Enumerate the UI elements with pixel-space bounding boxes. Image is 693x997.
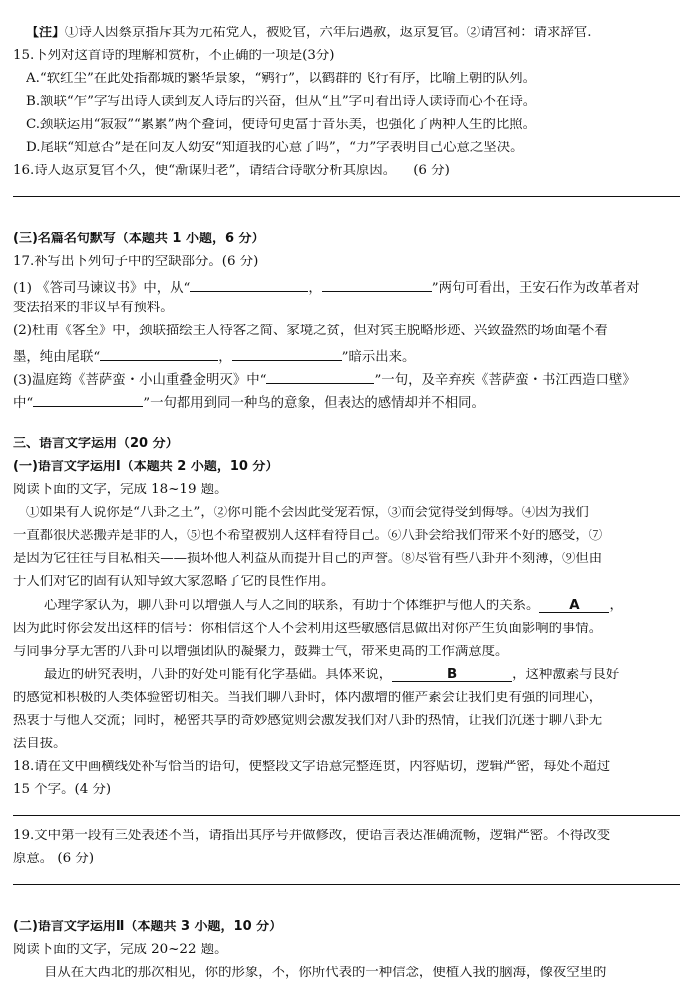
- q17-sentence-2-cont: [13, 347, 681, 364]
- passage-p3-line: 的感觉和积极的人类体验密切相关。当我们聊八卦时，体内激增的催产素会让我们更有强的同理心，: [13, 691, 603, 705]
- passage-p1-line: ①如果有人说你是“八卦之王”，②你可能不会因此受宠若惊，③而会觉得受到侮辱。④因为我们: [26, 506, 589, 520]
- passage-p1-line: 是因为它往往与自私相关——损坏他人利益从而提升自己的声誉。⑧尽管有些八卦并不刻薄，⑨但由: [13, 552, 603, 566]
- q16-question: [13, 164, 681, 177]
- q17-stem: 17.补写出下列句子中的空缺部分。(6 分): [13, 255, 259, 269]
- section-c-heading: (三)名篇名句默写（本题共 1 小题，6 分）: [13, 232, 265, 245]
- q15-option-c: C.颈联运用“寂寂”“累累”两个叠词，使诗句更富于音乐美，也强化了两种人生的比照。: [26, 118, 537, 132]
- passage-p3-line: 热衷于与他人交流；同时，秘密共享的奇妙感觉则会激发我们对八卦的热情，让我们沉迷于聊八卦无: [13, 714, 603, 728]
- passage-p3-text: 最近的研究表明，八卦的好处可能有化学基础。具体来说，: [44, 668, 393, 682]
- q17-sentence-3-cont: [13, 393, 681, 410]
- q17-s2-text: 墨，纯由尾联“: [13, 350, 101, 365]
- q17-s3d-text: ”一句都用到同一种鸟的意象，但表达的感情却并不相同。: [143, 396, 485, 411]
- passage-p1-line: 一直都很厌恶搬弄是非的人，⑤也不希望被别人这样看待自己。⑥八卦会给我们带来不好的感受，⑦: [13, 529, 603, 543]
- q17-s2-text-end: ”暗示出来。: [341, 350, 416, 365]
- q17-s3c-text: 中“: [13, 396, 34, 411]
- answer-line: [13, 884, 680, 885]
- answer-line: [13, 815, 680, 816]
- q19-question-cont: 原意。 (6 分): [13, 852, 95, 866]
- q15-option-b: B.颔联“乍”字写出诗人读到友人诗后的兴奋，但从“且”字可看出诗人读诗而心不在诗。: [26, 95, 537, 109]
- note-prefix: 【注】: [26, 26, 66, 40]
- q17-sentence-3: [13, 370, 681, 387]
- q18-question: 18.请在文中画横线处补写恰当的语句，使整段文字语意完整连贯，内容贴切，逻辑严密，每处不超过: [13, 760, 611, 774]
- q17-s2-comma: ，: [218, 350, 232, 365]
- q15-option-a: A.“软红尘”在此处指都城的繁华景象，“鹓行”，以鹤群的飞行有序，比喻上朝的队列。: [26, 72, 536, 86]
- passage-p4-line: 自从在大西北的那次相见，你的形象，不，你所代表的一种信念，便植入我的脑海，像夜空里的: [44, 966, 607, 980]
- fill-blank[interactable]: [322, 278, 432, 292]
- q16-text: 16.诗人返京复官不久，便“渐谋归老”，请结合诗歌分析其原因。: [13, 164, 397, 178]
- blank-a[interactable]: A: [539, 599, 609, 613]
- q17-s3-text-end: ”一句，及辛弃疾《菩萨蛮・书江西造口壁》: [374, 373, 636, 388]
- q17-s1-text-end: ”两句可看出，王安石作为改革者对: [431, 281, 640, 296]
- passage-p2-line: [44, 599, 681, 613]
- subsection-2-intro: 阅读下面的文字，完成 20~22 题。: [13, 943, 228, 957]
- subsection-1-intro: 阅读下面的文字，完成 18~19 题。: [13, 483, 228, 497]
- q17-s1-text: (1) 《答司马谏议书》中，从“: [13, 281, 191, 296]
- blank-b[interactable]: B: [392, 668, 512, 682]
- subsection-2-heading: (二)语言文字运用Ⅱ（本题共 3 小题，10 分）: [13, 920, 283, 933]
- passage-p3-line: 法自拔。: [13, 737, 67, 751]
- section-3-heading: 三、语言文字运用（20 分）: [13, 437, 179, 450]
- q15-stem: 15.下列对这首诗的理解和赏析，不正确的一项是(3分): [13, 49, 335, 63]
- fill-blank[interactable]: [232, 347, 342, 361]
- q15-option-d: D.尾联“知意否”是在问友人幼安“知道我的心意了吗”，“力”字表明自己心意之坚决。: [26, 141, 524, 155]
- passage-p2-comma: ，: [609, 599, 623, 613]
- q16-score: (6 分): [413, 164, 450, 178]
- passage-p3-text-end: ，这种激素与良好: [512, 668, 620, 682]
- q17-sentence-1-cont: 变法招来的非议早有预料。: [13, 301, 174, 315]
- answer-line: [13, 196, 680, 197]
- fill-blank[interactable]: [100, 347, 218, 361]
- passage-p2-line: 因为此时你会发出这样的信号：你相信这个人不会利用这些敏感信息做出对你产生负面影响的事情。: [13, 622, 603, 636]
- q17-s1-comma: ，: [308, 281, 322, 296]
- subsection-1-heading: (一)语言文字运用Ⅰ（本题共 2 小题，10 分）: [13, 460, 279, 473]
- fill-blank[interactable]: [190, 278, 308, 292]
- passage-p2-text: 心理学家认为，聊八卦可以增强人与人之间的联系，有助于个体维护与他人的关系。: [44, 599, 540, 613]
- passage-p2-line: 与同事分享无害的八卦可以增强团队的凝聚力，鼓舞士气，带来更高的工作满意度。: [13, 645, 509, 659]
- fill-blank[interactable]: [266, 370, 374, 384]
- q18-question-cont: 15 个字。(4 分): [13, 783, 112, 797]
- q17-sentence-1: [13, 278, 681, 295]
- fill-blank[interactable]: [33, 393, 143, 407]
- q19-question: 19.文中第一段有三处表述不当，请指出其序号并做修改，使语言表达准确流畅，逻辑严密。不得改变: [13, 829, 611, 843]
- poem-note: [26, 26, 681, 39]
- passage-p3-line: [44, 668, 681, 682]
- q17-sentence-2: (2)杜甫《客至》中，颈联描绘主人待客之简、家境之贫，但对宾主脱略形迹、兴致盎然的场面毫不着: [13, 324, 608, 338]
- q17-s3-text: (3)温庭筠《菩萨蛮・小山重叠金明灭》中“: [13, 373, 267, 388]
- note-text: ①诗人因蔡京指斥其为元祐党人，被贬官，六年后遇赦，返京复官。②请宫祠：请求辞官.: [65, 26, 592, 40]
- passage-p1-line: 于人们对它的固有认知导致大家忽略了它的良性作用。: [13, 575, 335, 589]
